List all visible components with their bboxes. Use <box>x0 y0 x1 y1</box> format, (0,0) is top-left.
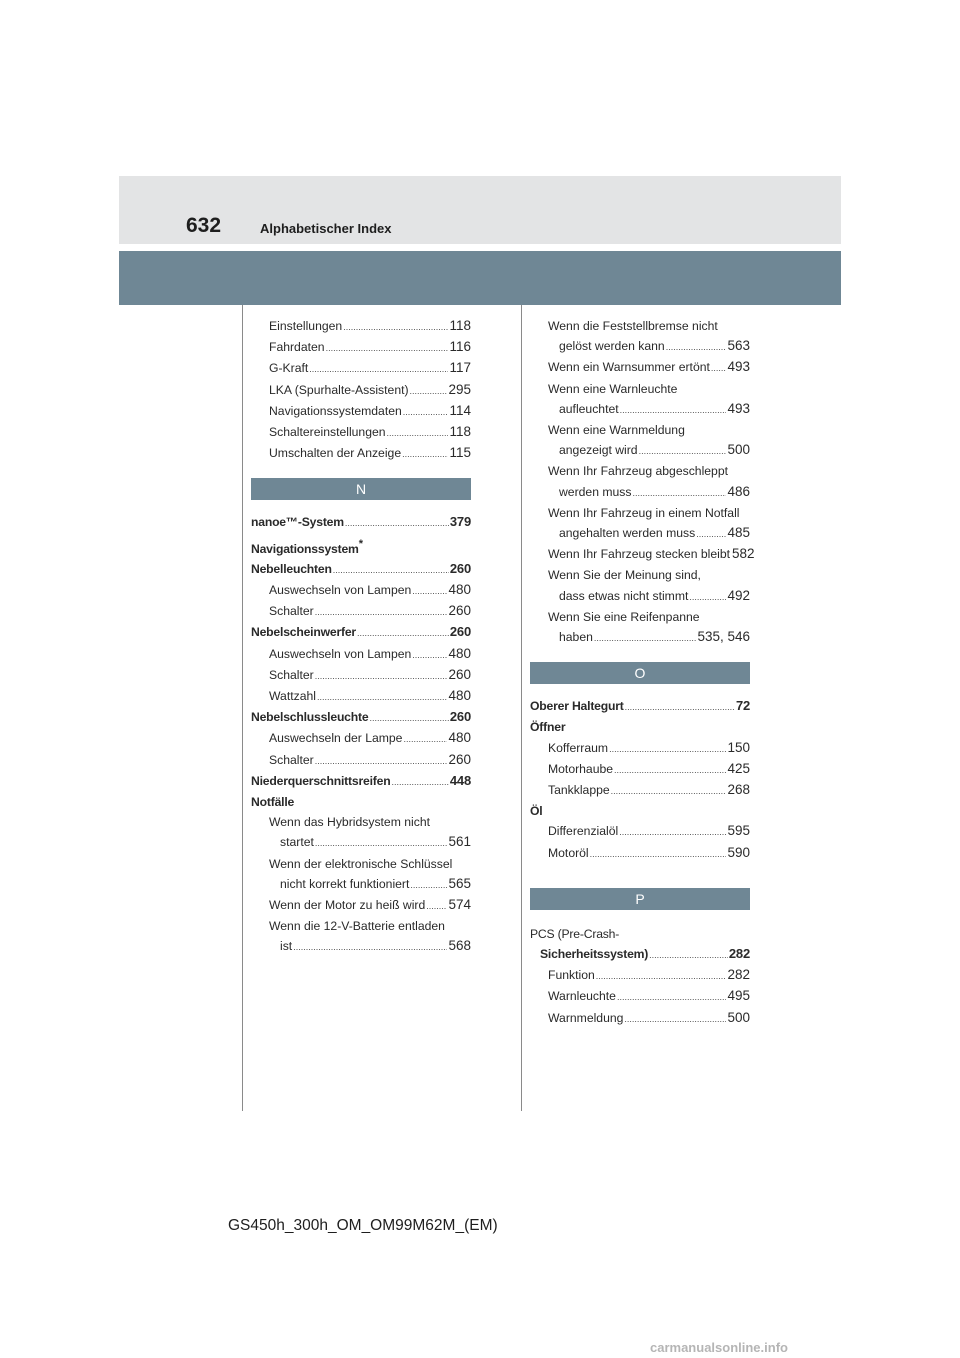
index-entry: aufleuchtet ..... 493 <box>530 399 750 420</box>
index-entry: Einstellungen ..... 118 <box>251 316 471 337</box>
index-entry: Motoröl ..... 590 <box>530 843 750 864</box>
index-entry: gelöst werden kann ..... 563 <box>530 336 750 357</box>
index-entry: Wenn eine Warnleuchte <box>548 381 678 396</box>
index-entry-oeffner: Öffner <box>530 720 566 735</box>
index-entry: Schalter ..... 260 <box>251 665 471 686</box>
center-column-rule <box>521 305 522 1111</box>
index-entry: startet ..... 561 <box>251 832 471 853</box>
document-code: GS450h_300h_OM_OM99M62M_(EM) <box>228 1217 498 1234</box>
index-entry: Auswechseln der Lampe ..... 480 <box>251 728 471 749</box>
index-entry: angehalten werden muss ..... 485 <box>530 523 750 544</box>
index-entry-nebelschlussleuchte: Nebelschlussleuchte ..... 260 <box>251 707 471 728</box>
index-entry: Wenn Ihr Fahrzeug abgeschleppt <box>548 464 728 479</box>
index-entry: Wenn die 12-V-Batterie entladen <box>269 919 445 934</box>
index-entry: Differenzialöl ..... 595 <box>530 821 750 842</box>
index-entry: Wenn eine Warnmeldung <box>548 423 685 438</box>
index-entry: Wenn Sie der Meinung sind, <box>548 568 701 583</box>
index-entry: Schalter ..... 260 <box>251 750 471 771</box>
letter-heading-p: P <box>530 888 750 910</box>
index-entry: haben ..... 535, 546 <box>530 627 750 648</box>
index-entry: Wenn der Motor zu heiß wird ..... 574 <box>251 895 471 916</box>
index-entry-nebelscheinwerfer: Nebelscheinwerfer ..... 260 <box>251 622 471 643</box>
section-title: Alphabetischer Index <box>260 221 392 236</box>
index-entry-oel: Öl <box>530 804 543 819</box>
index-entry: Wenn ein Warnsummer ertönt ..... 493 <box>530 357 750 378</box>
left-index-column <box>251 316 471 958</box>
watermark: carmanualsonline.info <box>650 1340 788 1355</box>
index-entry-oberer-haltegurt: Oberer Haltegurt ..... 72 <box>530 696 750 717</box>
index-entry-nanoe: nanoe™-System ..... 379 <box>251 512 471 533</box>
index-entry: Schalter ..... 260 <box>251 601 471 622</box>
right-index-column <box>530 316 755 1029</box>
index-entry: Wenn Ihr Fahrzeug in einem Notfall <box>548 505 740 520</box>
index-entry: Warnmeldung ..... 500 <box>530 1008 750 1029</box>
letter-heading-n: N <box>251 478 471 500</box>
footnote-mark: * <box>358 537 363 550</box>
index-entry: Wenn der elektronische Schlüssel <box>269 856 453 871</box>
index-entry: nicht korrekt funktioniert ..... 565 <box>251 874 471 895</box>
index-entry: Fahrdaten ..... 116 <box>251 337 471 358</box>
index-entry: Auswechseln von Lampen ..... 480 <box>251 580 471 601</box>
index-entry: Schaltereinstellungen ..... 118 <box>251 422 471 443</box>
index-entry: angezeigt wird ..... 500 <box>530 440 750 461</box>
index-entry-notfaelle: Notfälle <box>251 795 295 810</box>
index-entry: Funktion ..... 282 <box>530 965 750 986</box>
index-entry: Kofferraum ..... 150 <box>530 738 750 759</box>
index-entry-pcs: PCS (Pre-Crash- <box>530 926 620 941</box>
index-entry: werden muss ..... 486 <box>530 482 750 503</box>
index-entry: Warnleuchte ..... 495 <box>530 986 750 1007</box>
index-entry-navigationssystem: Navigationssystem* <box>251 537 363 556</box>
page-number: 632 <box>186 214 222 237</box>
index-entry: Wattzahl ..... 480 <box>251 686 471 707</box>
index-entry: Wenn das Hybridsystem nicht <box>269 815 430 830</box>
index-entry: Navigationssystemdaten ..... 114 <box>251 401 471 422</box>
index-entry: Tankklappe ..... 268 <box>530 780 750 801</box>
header-band <box>119 251 841 305</box>
index-entry: Wenn Ihr Fahrzeug stecken bleibt 582 <box>548 546 755 562</box>
index-entry-nebelleuchten: Nebelleuchten ..... 260 <box>251 559 471 580</box>
index-entry: Wenn die Feststellbremse nicht <box>548 319 718 333</box>
header-bar <box>119 176 841 244</box>
index-entry: Umschalten der Anzeige ..... 115 <box>251 443 471 464</box>
letter-heading-o: O <box>530 662 750 684</box>
index-entry: G-Kraft ..... 117 <box>251 358 471 379</box>
index-entry: Auswechseln von Lampen ..... 480 <box>251 644 471 665</box>
index-entry-niederquerschnittsreifen: Niederquerschnittsreifen ..... 448 <box>251 771 471 792</box>
index-entry: ist ..... 568 <box>251 936 471 957</box>
left-margin-rule <box>242 305 243 1111</box>
index-entry-pcs-continued: Sicherheitssystem) ..... 282 <box>530 944 750 965</box>
index-entry: LKA (Spurhalte-Assistent) ..... 295 <box>251 380 471 401</box>
index-entry: dass etwas nicht stimmt ..... 492 <box>530 586 750 607</box>
index-entry: Wenn Sie eine Reifenpanne <box>548 609 700 624</box>
index-entry: Motorhaube ..... 425 <box>530 759 750 780</box>
